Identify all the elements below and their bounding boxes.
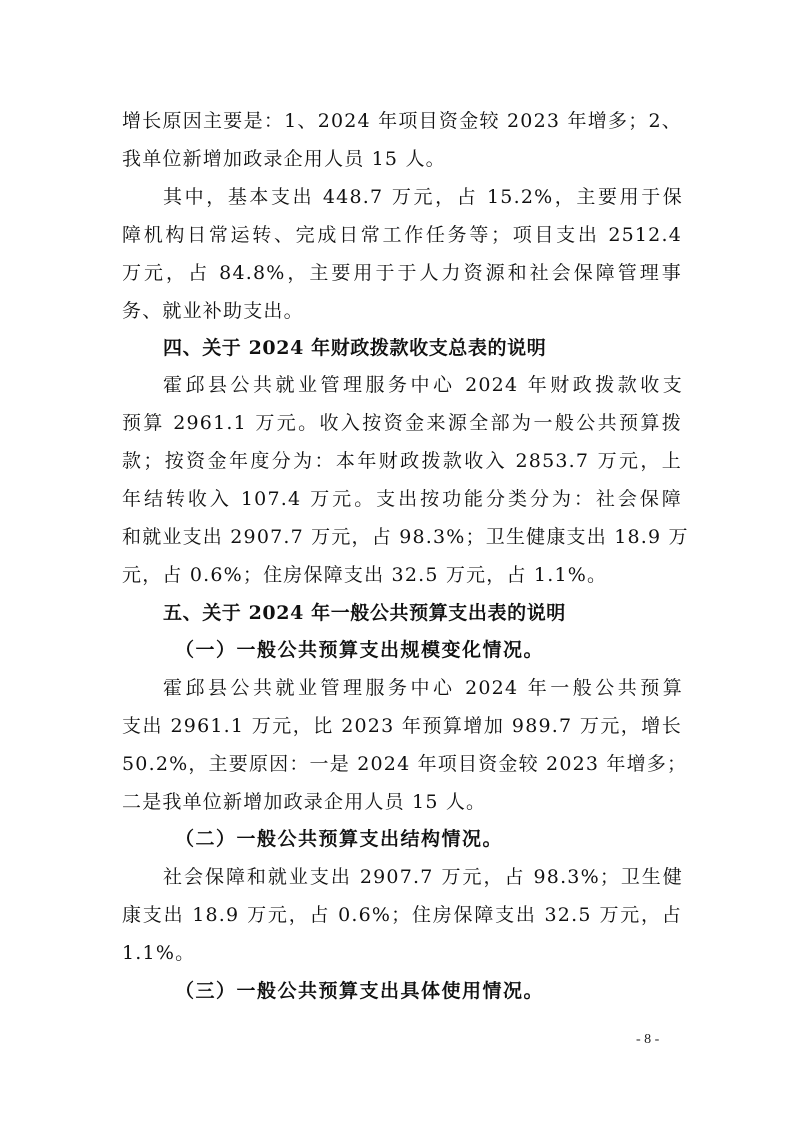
paragraph-line: 预算 2961.1 万元。收入按资金来源全部为一般公共预算拨	[122, 412, 682, 434]
subsection-heading: （三）一般公共预算支出具体使用情况。	[175, 980, 545, 1002]
subsection-heading: （二）一般公共预算支出结构情况。	[175, 828, 504, 850]
paragraph-line: 和就业支出 2907.7 万元，占 98.3%；卫生健康支出 18.9 万	[122, 526, 689, 548]
paragraph-line: 元，占 0.6%；住房保障支出 32.5 万元，占 1.1%。	[122, 564, 608, 586]
section-heading: 五、关于 2024 年一般公共预算支出表的说明	[163, 602, 566, 624]
paragraph-line: 其中，基本支出 448.7 万元，占 15.2%，主要用于保	[163, 186, 683, 208]
paragraph-line: 二是我单位新增加政录企用人员 15 人。	[122, 791, 487, 813]
paragraph-line: 社会保障和就业支出 2907.7 万元，占 98.3%；卫生健	[163, 866, 683, 888]
paragraph-line: 50.2%，主要原因：一是 2024 年项目资金较 2023 年增多；	[122, 753, 688, 775]
paragraph-line: 霍邱县公共就业管理服务中心 2024 年一般公共预算	[163, 677, 683, 699]
paragraph-line: 增长原因主要是：1、2024 年项目资金较 2023 年增多；2、	[122, 110, 682, 132]
page-number: - 8 -	[636, 1032, 660, 1047]
paragraph-line: 1.1%。	[122, 942, 196, 964]
paragraph-line: 年结转收入 107.4 万元。支出按功能分类分为：社会保障	[122, 488, 682, 510]
paragraph-line: 万元，占 84.8%，主要用于于人力资源和社会保障管理事	[122, 262, 682, 284]
paragraph-line: 务、就业补助支出。	[122, 300, 304, 322]
paragraph-line: 障机构日常运转、完成日常工作任务等；项目支出 2512.4	[122, 224, 682, 246]
paragraph-line: 我单位新增加政录企用人员 15 人。	[122, 148, 446, 170]
paragraph-line: 康支出 18.9 万元，占 0.6%；住房保障支出 32.5 万元，占	[122, 904, 682, 926]
paragraph-line: 霍邱县公共就业管理服务中心 2024 年财政拨款收支	[163, 374, 683, 396]
section-heading: 四、关于 2024 年财政拨款收支总表的说明	[163, 337, 547, 359]
subsection-heading: （一）一般公共预算支出规模变化情况。	[175, 639, 545, 661]
paragraph-line: 支出 2961.1 万元，比 2023 年预算增加 989.7 万元，增长	[122, 715, 682, 737]
paragraph-line: 款；按资金年度分为：本年财政拨款收入 2853.7 万元，上	[122, 450, 682, 472]
